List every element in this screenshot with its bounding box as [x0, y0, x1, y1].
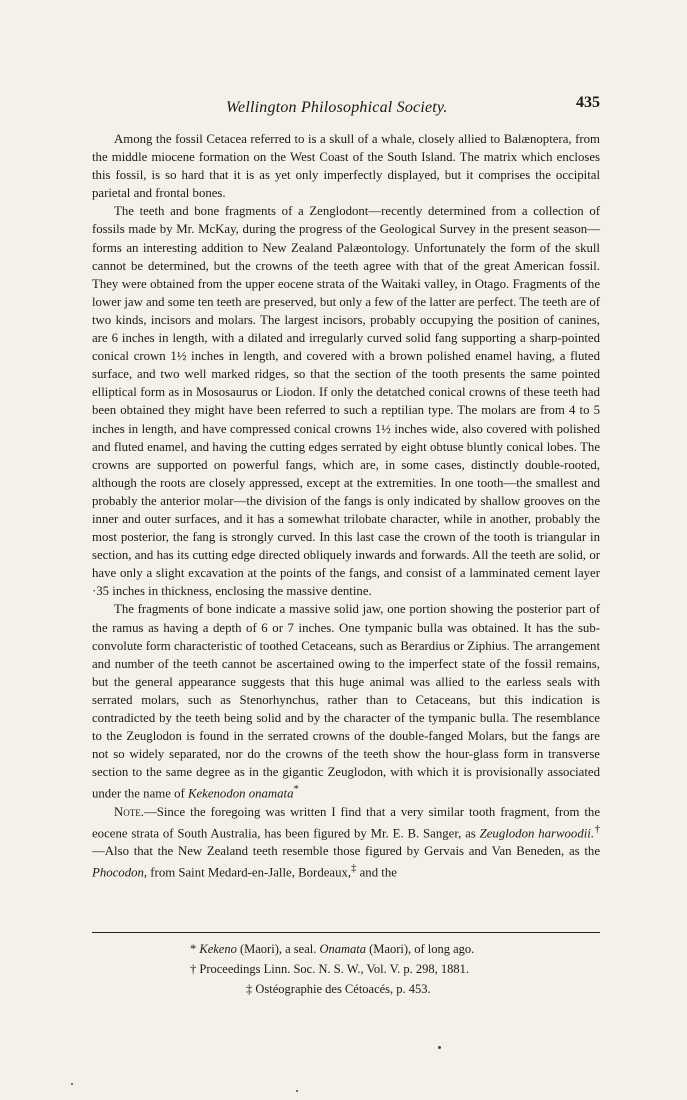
scan-speck	[438, 1046, 441, 1049]
note-species-2: Phocodon,	[92, 865, 148, 880]
footnote-1-mark: *	[190, 942, 197, 956]
footnote-3: ‡ Ostéographie des Cétoacés, p. 453.	[246, 982, 431, 996]
note-label: Note.	[114, 804, 144, 819]
paragraph-note	[92, 803, 600, 882]
note-text-4: and the	[359, 865, 397, 880]
footnote-rule	[92, 932, 600, 933]
footnote-1-word-1: Kekeno	[199, 942, 237, 956]
bone-fragments-text: The fragments of bone indicate a massive solid jaw, one portion showing the posterior part of the ramus as having a depth of 6 or 7 inches. One tympanic bulla was obtained. It has the sub-convolute form characteristic of toothed Cetaceans, such as Berardius or Ziphius. The arrangement and number of the teeth cannot be ascertained owing to the imperfect state of the fossil remains, but the general appearance suggests that this huge animal was allied to the earless seals with serrated molars, such as Stenorhynchus, rather than to Cetaceans, but this indication is contradicted by the teeth being solid and by the character of the tympanic bulla. The resemblance to the Zeuglodon is found in the serrated crowns of the double-fanged Molars, but the fangs are not so widely separated, nor do the crowns of the teeth show the hour-glass form in transverse section to the same degree as in the gigantic Zeuglodon, with which it is provisionally associated under the name of	[92, 602, 600, 801]
scan-speck	[71, 1083, 73, 1085]
running-title: Wellington Philosophical Society.	[226, 99, 448, 116]
paragraph-fossil-cetacea: Among the fossil Cetacea referred to is a skull of a whale, closely allied to Balænoptera, from the middle miocene formation on the West Coast of the South Island. The matrix which encloses this fossil, is so hard that it is as yet only imperfectly displayed, but it comprises the occipital parietal and frontal bones.	[92, 132, 600, 201]
note-text-1: —Since the foregoing was written I find that a very similar tooth fragment, from the eocene strata of South Australia, has been figured by Mr. E. B. Sanger, as	[92, 804, 600, 841]
species-name: Kekenodon onamata	[187, 786, 294, 801]
footnote-1	[190, 940, 474, 958]
paragraph-zenglodont-teeth: The teeth and bone fragments of a Zenglodont—recently determined from a collection of fossils made by Mr. McKay, during the progress of the Geological Survey in the present season—forms an interesting addition to New Zealand Palæontology. Unfortunately the form of the skull cannot be determined, but the crowns of the teeth agree with that of the great American fossil. They were obtained from the upper eocene strata of the Waitaki valley, in Otago. Fragments of the lower jaw and some ten teeth are preserved, but only a few of the latter are perfect. The teeth are of two kinds, incisors and molars. The largest incisors, probably occupying the position of canines, are 6 inches in length, with a dilated and irregularly curved solid fang supporting a sharp-pointed conical crown 1½ inches in length, and covered with a brown polished enamel having, a fluted surface, and two well marked ridges, so that the section of the tooth presents the same pointed elliptical form as in Mososaurus or Liodon. If only the detatched conical crowns of these teeth had been obtained they might have been referred to such a reptilian type. The molars are from 4 to 5 inches in length, and have compressed conical crowns 1½ inches wide, also covered with polished and fluted enamel, and having the cutting edges serrated by eight obtuse bluntly conical lobes. The crowns are supported on powerful fangs, which are, in some cases, distinctly double-rooted, although the roots are closely appressed, except at the extremities. In one tooth—the smallest and probably the anterior molar—the division of the fangs is only indicated by shallow grooves on the inner and outer surfaces, and it has a somewhat trilobate character, while in another, probably the most posterior, the fang is strongly curved. In this last case the crown of the tooth is triangular in section, and has its cutting edge directed obliquely inwards and forwards. All the teeth are solid, or have only a slight excavation at the points of the fangs, and consist of a lamminated cement layer ·35 inches in thickness, enclosing the massive dentine.	[92, 204, 600, 599]
footnote-1-text-2: (Maori), of long ago.	[369, 942, 475, 956]
page-number: 435	[576, 94, 600, 111]
footnote-ref-dagger: †	[594, 823, 600, 835]
footnote-1-text-1: (Maori), a seal.	[239, 942, 317, 956]
footnote-ref-double-dagger: ‡	[351, 863, 357, 875]
scan-speck	[296, 1090, 298, 1092]
note-species-1: Zeuglodon harwoodii.	[479, 826, 595, 841]
footnote-1-word-2: Onamata	[319, 942, 366, 956]
note-text-3: from Saint Medard-en-Jalle, Bordeaux,	[150, 865, 352, 880]
note-text-2: —Also that the New Zealand teeth resemble those figured by Gervais and Van Beneden, as the	[92, 844, 600, 859]
footnote-ref-star: *	[293, 784, 299, 796]
footnote-2: † Proceedings Linn. Soc. N. S. W., Vol. V. p. 298, 1881.	[190, 962, 469, 976]
paragraph-bone-fragments	[92, 600, 600, 802]
body-text	[92, 130, 600, 882]
page-header	[0, 94, 687, 123]
